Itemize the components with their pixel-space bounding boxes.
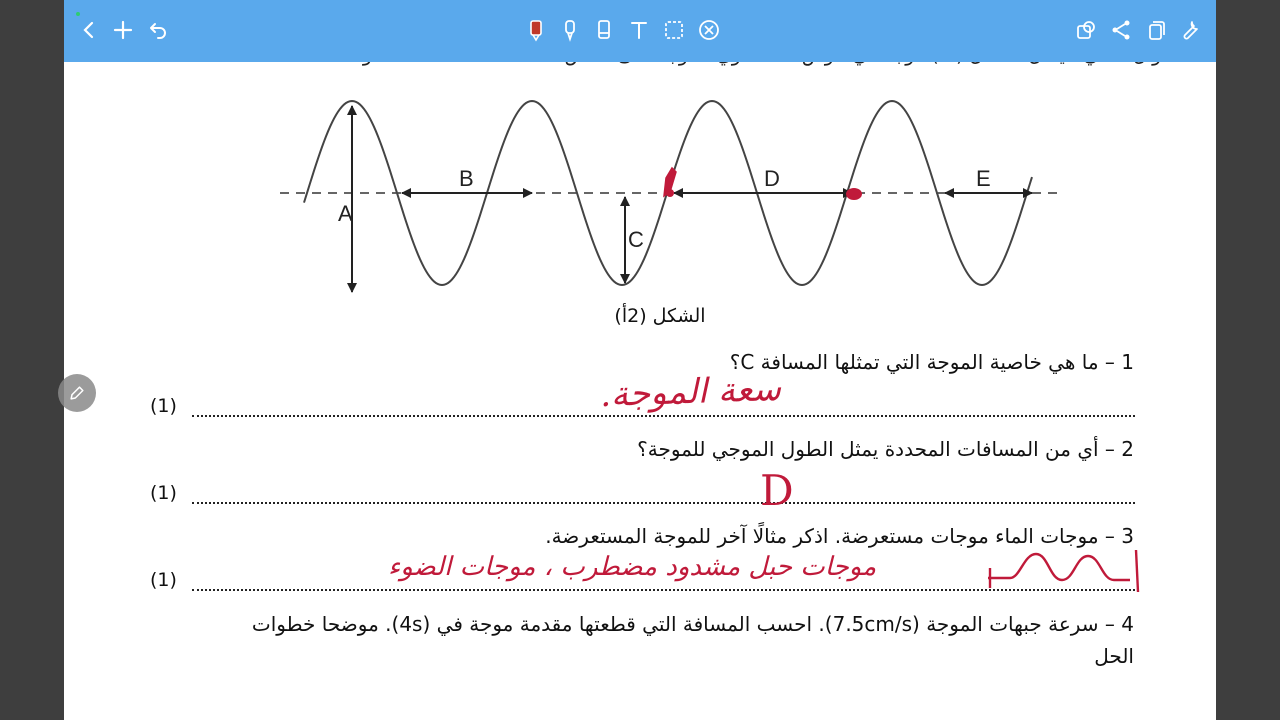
label-a: A [338, 201, 353, 226]
answer-dots [192, 415, 1135, 417]
mark-3: (1) [150, 569, 177, 591]
handwritten-answer-1: سعة الموجة. [599, 368, 782, 416]
undo-icon[interactable] [142, 14, 174, 46]
figure-caption: الشكل (2أ) [614, 305, 706, 327]
text-icon[interactable] [623, 14, 655, 46]
back-chevron-icon[interactable] [73, 14, 105, 46]
handwritten-answer-3: موجات حبل مشدود مضطرب ، موجات الضوء [388, 552, 877, 582]
add-icon[interactable] [107, 14, 139, 46]
layers-icon[interactable] [1070, 14, 1102, 46]
mark-1: (1) [150, 395, 177, 417]
pencil-icon [67, 383, 87, 403]
label-b: B [459, 166, 474, 191]
question-2: 2 – أي من المسافات المحددة يمثل الطول الموجي للموجة؟ [637, 437, 1134, 461]
question-1: 1 – ما هي خاصية الموجة التي تمثلها المسافة C؟ [729, 350, 1134, 374]
question-4-line-1: 4 – سرعة جبهات الموجة (7.5cm/s). احسب المسافة التي قطعتها مقدمة موجة في (4s). موضحا خطوات [251, 612, 1134, 636]
clear-icon[interactable] [693, 14, 725, 46]
question-3: 3 – موجات الماء موجات مستعرضة. اذكر مثالًا آخر للموجة المستعرضة. [545, 524, 1134, 548]
highlighter-icon[interactable] [554, 14, 586, 46]
label-c: C [628, 227, 644, 252]
settings-wrench-icon[interactable] [1174, 14, 1206, 46]
answer-dots [192, 502, 1135, 504]
label-d: D [764, 166, 780, 191]
handwritten-answer-2: D [760, 466, 794, 515]
left-margin [0, 0, 64, 720]
eraser-icon[interactable] [588, 14, 620, 46]
mark-2: (1) [150, 482, 177, 504]
edit-pencil-fab[interactable] [58, 374, 96, 412]
label-e: E [976, 166, 991, 191]
right-margin [1216, 0, 1280, 720]
handwritten-wave-sketch [980, 540, 1150, 600]
share-icon[interactable] [1105, 14, 1137, 46]
copy-icon[interactable] [1140, 14, 1172, 46]
lasso-select-icon[interactable] [658, 14, 690, 46]
question-4 [184, 608, 1134, 672]
pen-tool-icon[interactable] [520, 14, 552, 46]
wave-figure [280, 92, 1070, 302]
answer-row-2[interactable] [150, 482, 1135, 508]
question-4-line-2: الحل [1094, 644, 1134, 668]
annotation-toolbar [64, 0, 1216, 62]
